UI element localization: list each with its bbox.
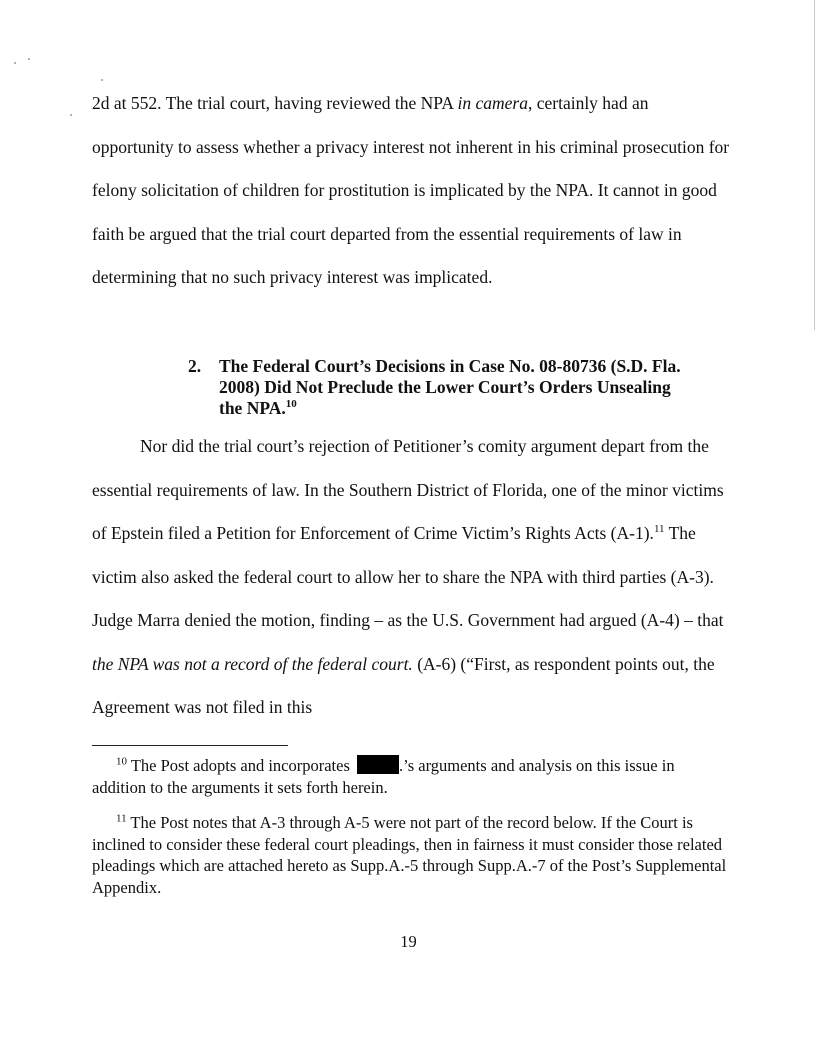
italic-phrase: the NPA was not a record of the federal court. bbox=[92, 653, 413, 674]
scan-speck bbox=[70, 114, 72, 116]
heading-number: 2. bbox=[188, 356, 202, 376]
body-paragraph-2 bbox=[92, 425, 732, 730]
scan-speck bbox=[101, 79, 103, 81]
paragraph-text: , certainly had an opportunity to assess whether a privacy interest not inherent in his criminal prosecution for felony solicitation of children for prostitution is implicated by the NPA. It cannot in good faith be argued that the trial court departed from the essential requirements of law in determining that no such privacy interest was implicated. bbox=[92, 93, 730, 287]
page-number: 19 bbox=[400, 932, 417, 951]
scan-speck bbox=[28, 58, 30, 60]
footnote-11 bbox=[92, 812, 732, 898]
body-paragraph-1 bbox=[92, 82, 732, 300]
italic-phrase: in camera bbox=[457, 93, 528, 113]
paragraph-text: 2d at 552. The trial court, having reviewed the NPA bbox=[92, 93, 458, 113]
footnote-text: .’s arguments and analysis on this issue in addition to the arguments it sets forth herein. bbox=[92, 756, 675, 797]
paragraph-text: The victim also asked the federal court to allow her to share the NPA with third parties (A-3). Judge Marra denied the motion, finding – as the U.S. Government had argued (A-4) – that bbox=[92, 523, 724, 630]
section-heading bbox=[188, 356, 688, 419]
footnote-10 bbox=[92, 755, 732, 798]
footnote-number: 11 bbox=[116, 812, 127, 825]
paragraph-text: (A-6) (“First, as respondent points out, the Agreement was not filed in this bbox=[92, 653, 715, 717]
paragraph-text: Nor did the trial court’s rejection of Petitioner’s comity argument depart from the essential requirements of law. In the Southern District of Florida, one of the minor victims of Epstein filed a Petition for Enforcement of Crime Victim’s Rights Acts (A-1). bbox=[92, 436, 724, 543]
scan-speck bbox=[14, 62, 16, 64]
footnote-reference[interactable]: 11 bbox=[653, 523, 665, 536]
footnote-text: The Post adopts and incorporates bbox=[127, 756, 354, 775]
footnote-reference[interactable]: 10 bbox=[285, 398, 297, 411]
heading-title: The Federal Court’s Decisions in Case No. 08-80736 (S.D. Fla. 2008) Did Not Preclude the Lower Court’s Orders Unsealing the NPA.$^{10}$ bbox=[219, 356, 681, 418]
footnote-separator bbox=[92, 745, 288, 746]
footnote-number: 10 bbox=[116, 755, 127, 768]
scan-edge-line bbox=[814, 0, 815, 330]
redaction-block bbox=[357, 755, 399, 774]
footnote-text: The Post notes that A-3 through A-5 were not part of the record below. If the Court is inclined to consider these federal court pleadings, then in fairness it must consider those related pleadings which are attached hereto as Supp.A.-5 through Supp.A.-7 of the Post’s Supplemental Appendix. bbox=[92, 813, 727, 897]
